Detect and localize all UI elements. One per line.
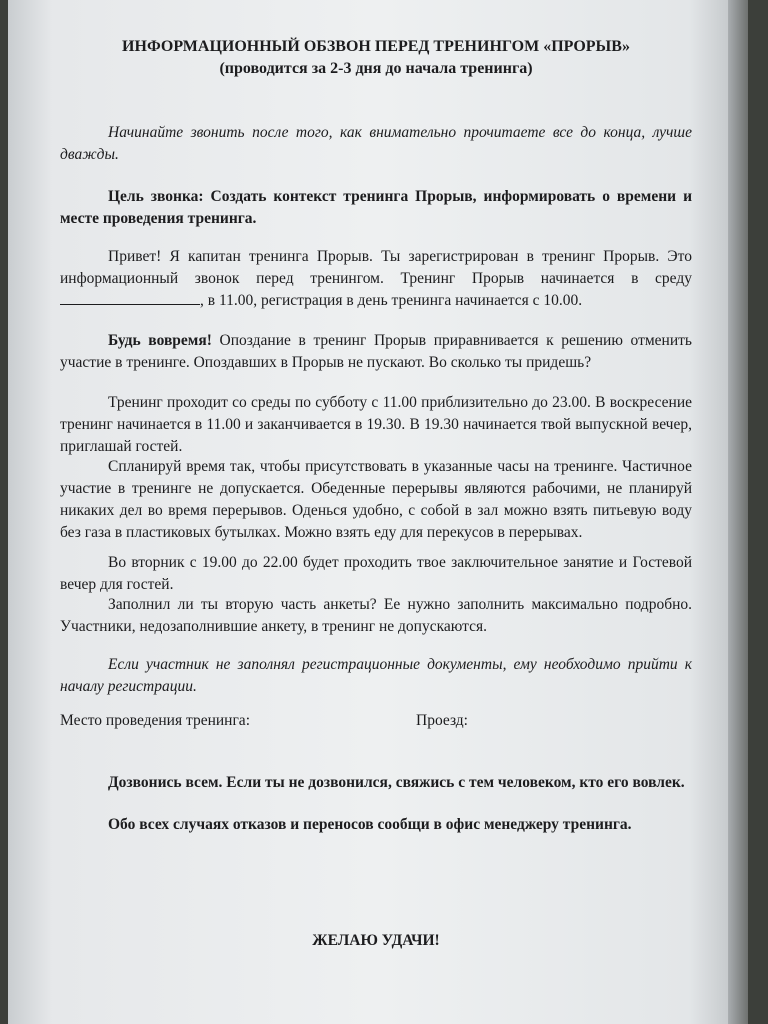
document-subtitle: (проводится за 2-3 дня до начала тренинга): [219, 60, 533, 77]
document-page: [8, 0, 748, 1024]
greeting-text-2: , в 11.00, регистрация в день тренинга начинается с 10.00.: [200, 292, 583, 309]
binder-edge: [728, 0, 748, 1024]
document-title: ИНФОРМАЦИОННЫЙ ОБЗВОН ПЕРЕД ТРЕНИНГОМ «ПРОРЫВ»: [122, 38, 630, 55]
intro-note: Начинайте звонить после того, как внимательно прочитаете все до конца, лучше дважды.: [60, 124, 692, 163]
plan-time-paragraph: Спланируй время так, чтобы присутствовать в указанные часы на тренинге. Частичное участие в тренинге не допускается. Обеденные перерывы являются рабочими, не планируй никаких дел во время перерывов. Оденься удобно, с собой в зал можно взять питьевую воду без газа в пластиковых бутылках. Можно взять еду для перекусов в перерывах.: [60, 458, 692, 541]
date-blank: [60, 290, 200, 305]
tuesday-paragraph: Во вторник с 19.00 до 22.00 будет проходить твое заключительное занятие и Гостевой вечер для гостей.: [60, 554, 692, 593]
venue-label: Место проведения тренинга:: [60, 712, 250, 729]
ontime-heading: Будь вовремя!: [108, 332, 212, 349]
registration-note: Если участник не заполнял регистрационные документы, ему необходимо прийти к началу регистрации.: [60, 656, 692, 695]
venue-row: [60, 710, 692, 732]
greeting-text-1: Привет! Я капитан тренинга Прорыв. Ты зарегистрирован в тренинг Прорыв. Это информационный звонок перед тренингом. Тренинг Прорыв начинается в среду: [60, 248, 692, 287]
directions-label: Проезд:: [416, 712, 468, 729]
closing-line: ЖЕЛАЮ УДАЧИ!: [312, 932, 440, 949]
schedule-paragraph: Тренинг проходит со среды по субботу с 11.00 приблизительно до 23.00. В воскресение тренинг начинается в 11.00 и заканчивается в 19.30. В 19.30 начинается твой выпускной вечер, приглашай гостей.: [60, 394, 692, 455]
call-all-paragraph: Дозвонись всем. Если ты не дозвонился, свяжись с тем человеком, кто его вовлек.: [108, 774, 685, 791]
form-paragraph: Заполнил ли ты вторую часть анкеты? Ее нужно заполнить максимально подробно. Участники, недозаполнившие анкету, в тренинг не допускаются.: [60, 596, 692, 635]
call-goal: Цель звонка: Создать контекст тренинга Прорыв, информировать о времени и месте проведения тренинга.: [60, 188, 692, 227]
ontime-text: Опоздание в тренинг Прорыв приравнивается к решению отменить участие в тренинге. Опоздавших в Прорыв не пускают. Во сколько ты придешь?: [60, 332, 692, 371]
ontime-paragraph: [60, 330, 692, 374]
greeting-paragraph: [60, 246, 692, 312]
report-paragraph: Обо всех случаях отказов и переносов сообщи в офис менеджеру тренинга.: [108, 816, 632, 833]
